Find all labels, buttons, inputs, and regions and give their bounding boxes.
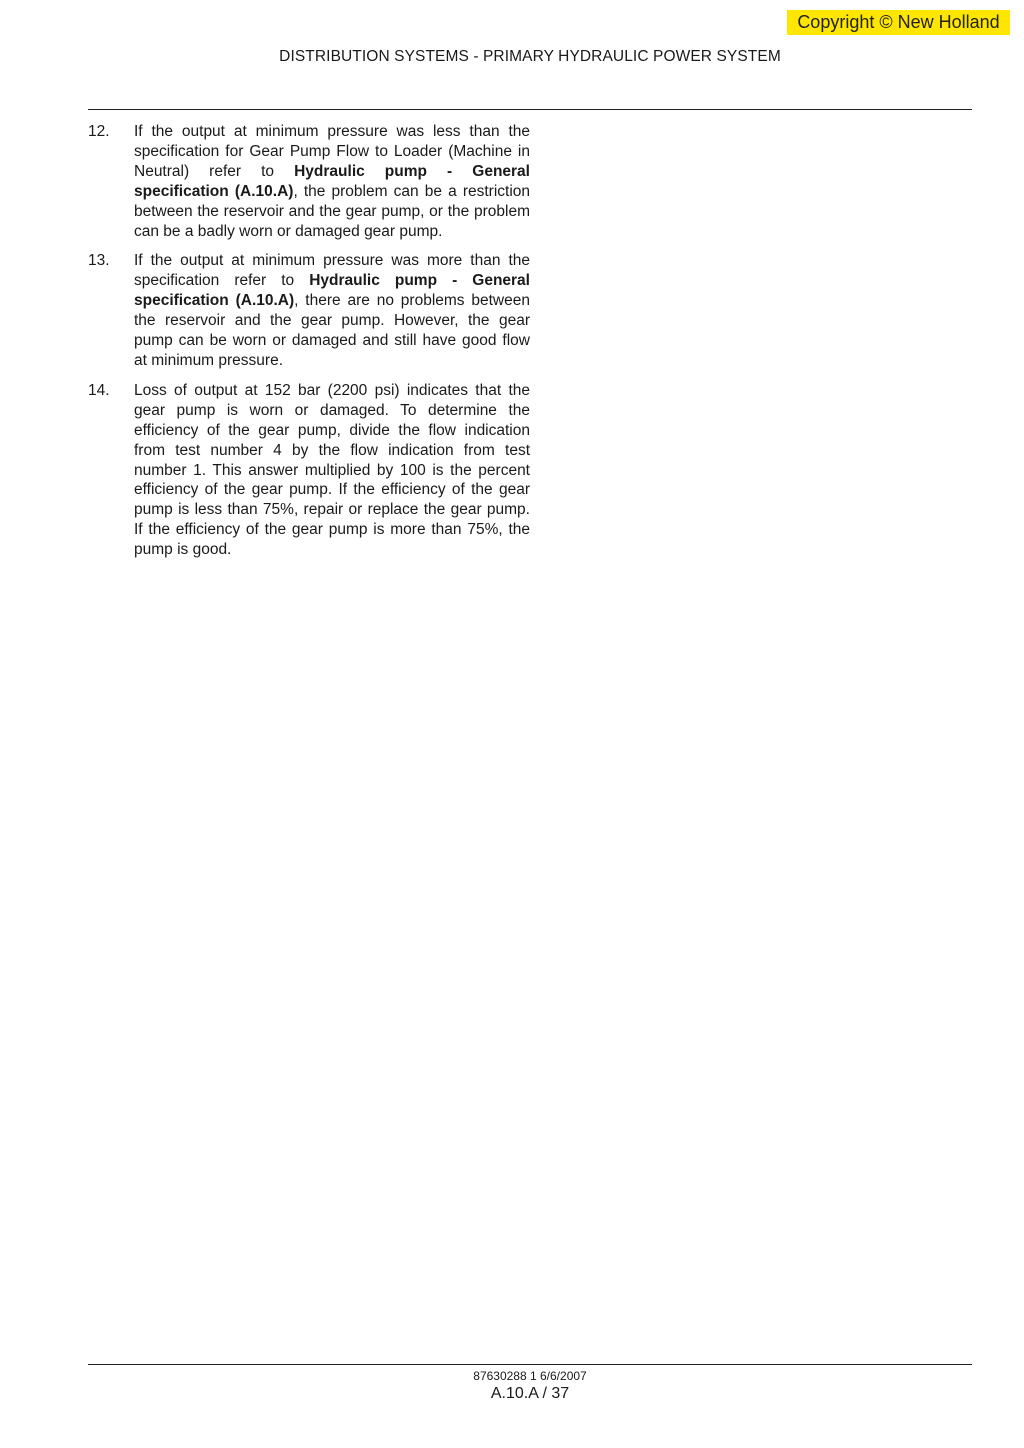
- step-text-part: , there are no problems between the reservoir and the gear pump. However, the gear pump can be worn or damaged and still have good flow at minimum pressure.: [134, 292, 530, 369]
- footer-page-number: A.10.A / 37: [490, 1385, 570, 1402]
- footer-document-reference: 87630288 1 6/6/2007: [473, 1369, 587, 1383]
- spec-reference-link[interactable]: Hydraulic pump - General specification (A.10.A): [134, 272, 530, 310]
- step-number: 12.: [88, 123, 110, 140]
- step-text-part: If the output at minimum pressure was less than the specification for Gear Pump Flow to Loader (Machine in Neutral) refer to: [134, 123, 530, 180]
- header-divider: [88, 109, 972, 110]
- spec-reference-link[interactable]: Hydraulic pump - General specification (A.10.A): [134, 162, 530, 200]
- step-text-part: Loss of output at 152 bar (2200 psi) indicates that the gear pump is worn or damaged. To determine the efficiency of the gear pump, divide the flow indication from test number 4 by the flow indication from test number 1. This answer multiplied by 100 is the percent efficiency of the gear pump. If the efficiency of the gear pump is less than 75%, repair or replace the gear pump. If the efficiency of the gear pump is more than 75%, the pump is good.: [134, 381, 530, 559]
- copyright-badge: Copyright © New Holland: [787, 10, 1010, 35]
- step-text: [134, 382, 530, 558]
- step-number: 13.: [88, 252, 110, 270]
- step-number: 14.: [88, 381, 110, 399]
- procedure-steps: [88, 122, 530, 570]
- footer-divider: [88, 1364, 972, 1365]
- step-text-part: If the output at minimum pressure was more than the specification refer to: [134, 252, 530, 290]
- step-text: [134, 123, 530, 240]
- page-header-title: DISTRIBUTION SYSTEMS - PRIMARY HYDRAULIC POWER SYSTEM: [279, 48, 781, 65]
- step-13: [88, 251, 530, 370]
- step-14: [88, 381, 530, 560]
- step-12: [88, 122, 530, 241]
- step-text: [134, 252, 530, 369]
- step-text-part: , the problem can be a restriction between the reservoir and the gear pump, or the problem can be a badly worn or damaged gear pump.: [134, 182, 530, 240]
